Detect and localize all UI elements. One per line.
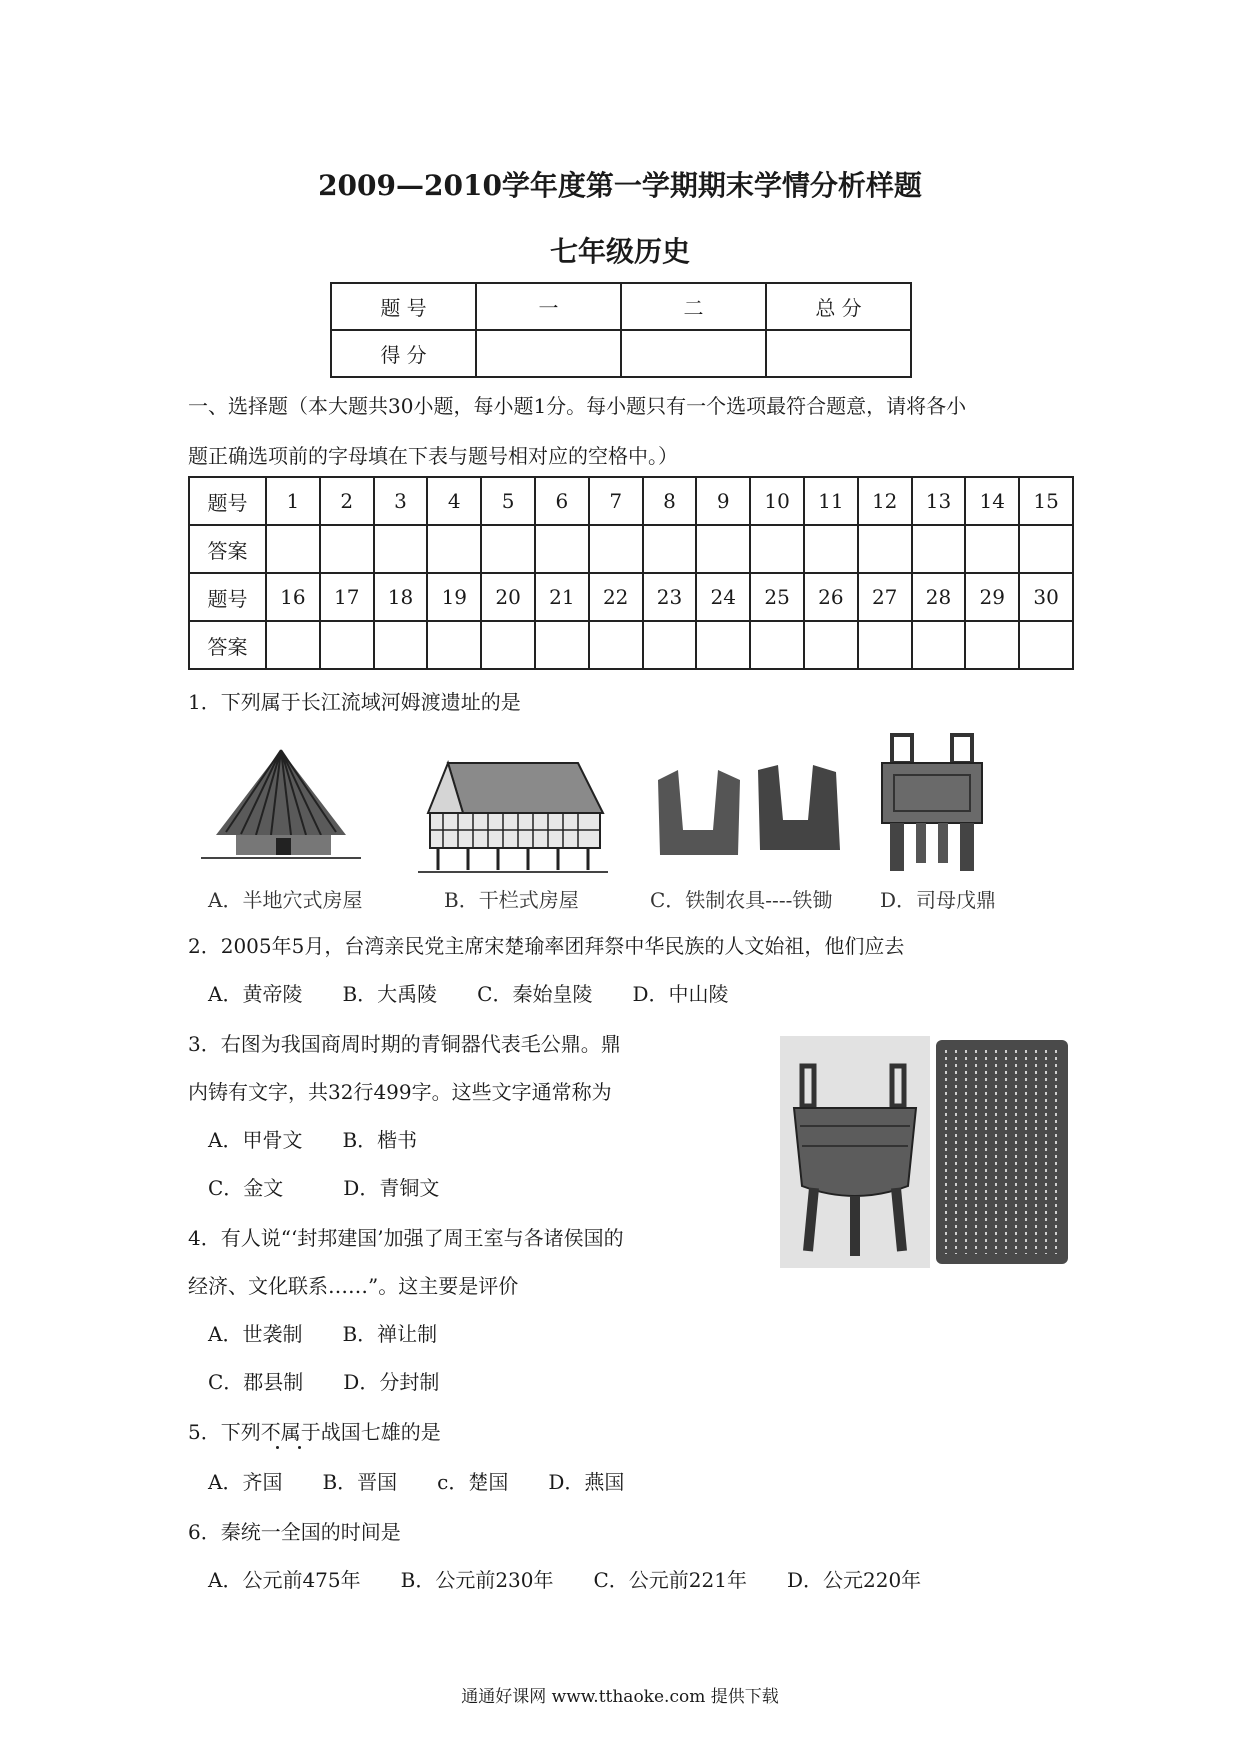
question-4-options-line1: A．世袭制 B．禅让制 (208, 1322, 438, 1346)
question-number: 20 (481, 573, 535, 621)
answer-cell[interactable] (374, 621, 428, 669)
answer-cell[interactable] (481, 525, 535, 573)
answer-cell[interactable] (912, 525, 966, 573)
bronze-inscription-icon (932, 1036, 1072, 1268)
stilt-house-icon (418, 758, 608, 878)
question-number: 22 (589, 573, 643, 621)
question-number: 11 (804, 477, 858, 525)
question-3-options-line2: C．金文 D．青铜文 (208, 1176, 440, 1200)
exam-title: 2009—2010学年度第一学期期末学情分析样题 (318, 169, 922, 202)
answer-cell[interactable] (320, 525, 374, 573)
semi-subterranean-house-icon (196, 740, 366, 870)
question-number: 21 (535, 573, 589, 621)
question-number: 26 (804, 573, 858, 621)
answer-cell[interactable] (1019, 525, 1073, 573)
answer-cell[interactable] (965, 525, 1019, 573)
question-3-text-line2: 内铸有文字，共32行499字。这些文字通常称为 (188, 1080, 612, 1104)
answer-cell[interactable] (965, 621, 1019, 669)
question-5-options: A．齐国 B．晋国 c．楚国 D．燕国 (208, 1470, 625, 1494)
emphasis-dot (276, 1446, 279, 1449)
section1-intro-line2: 题正确选项前的字母填在下表与题号相对应的空格中。） (188, 444, 678, 468)
answer-cell[interactable] (858, 525, 912, 573)
answer-cell[interactable] (589, 525, 643, 573)
question-number: 29 (965, 573, 1019, 621)
answer-table (188, 476, 1074, 670)
answer-cell[interactable] (320, 621, 374, 669)
question-number: 10 (750, 477, 804, 525)
emphasis-dot (298, 1446, 301, 1449)
answer-cell[interactable] (804, 525, 858, 573)
question-number: 30 (1019, 573, 1073, 621)
iron-hoe-icon (648, 760, 848, 870)
maogong-ding-icon (780, 1036, 930, 1268)
answer-cell[interactable] (1019, 621, 1073, 669)
simuwu-ding-icon (872, 730, 992, 880)
question-number: 8 (643, 477, 697, 525)
answer-table-label: 答案 (189, 525, 266, 573)
answer-cell[interactable] (535, 525, 589, 573)
answer-cell[interactable] (427, 525, 481, 573)
score-header-cell: 二 (621, 283, 766, 330)
question-4-text-line1: 4．有人说“‘封邦建国’加强了周王室与各诸侯国的 (188, 1226, 624, 1250)
answer-cell[interactable] (696, 525, 750, 573)
q1-caption-a: A．半地穴式房屋 (208, 888, 363, 912)
question-5-text: 5．下列不属于战国七雄的是 (188, 1420, 441, 1444)
question-number: 1 (266, 477, 320, 525)
score-header-cell: 总 分 (766, 283, 911, 330)
score-header-cell: 题 号 (331, 283, 476, 330)
question-number: 6 (535, 477, 589, 525)
q1-caption-c: C．铁制农具----铁锄 (650, 888, 833, 912)
question-2-text: 2．2005年5月，台湾亲民党主席宋楚瑜率团拜祭中华民族的人文始祖，他们应去 (188, 934, 905, 958)
answer-cell[interactable] (266, 621, 320, 669)
question-6-text: 6．秦统一全国的时间是 (188, 1520, 401, 1544)
answer-cell[interactable] (374, 525, 428, 573)
score-table (330, 282, 912, 378)
question-number: 15 (1019, 477, 1073, 525)
question-number: 14 (965, 477, 1019, 525)
question-1-text: 1．下列属于长江流域河姆渡遗址的是 (188, 690, 521, 714)
answer-cell[interactable] (696, 621, 750, 669)
exam-subtitle: 七年级历史 (549, 235, 690, 268)
question-number: 19 (427, 573, 481, 621)
answer-cell[interactable] (481, 621, 535, 669)
question-3-options-line1: A．甲骨文 B．楷书 (208, 1128, 418, 1152)
question-number: 12 (858, 477, 912, 525)
question-6-options: A．公元前475年 B．公元前230年 C．公元前221年 D．公元220年 (208, 1568, 922, 1592)
question-number: 24 (696, 573, 750, 621)
answer-cell[interactable] (643, 525, 697, 573)
q1-caption-d: D．司母戊鼎 (880, 888, 997, 912)
question-number: 9 (696, 477, 750, 525)
score-cell-1[interactable] (476, 330, 621, 377)
q1-caption-b: B．干栏式房屋 (444, 888, 579, 912)
question-4-options-line2: C．郡县制 D．分封制 (208, 1370, 440, 1394)
answer-cell[interactable] (535, 621, 589, 669)
question-number: 5 (481, 477, 535, 525)
question-number: 18 (374, 573, 428, 621)
score-header-cell: 一 (476, 283, 621, 330)
question-number: 7 (589, 477, 643, 525)
answer-table-label: 题号 (189, 477, 266, 525)
question-4-text-line2: 经济、文化联系……”。这主要是评价 (188, 1274, 519, 1298)
question-number: 23 (643, 573, 697, 621)
question-number: 16 (266, 573, 320, 621)
section1-intro-line1: 一、选择题（本大题共30小题，每小题1分。每小题只有一个选项最符合题意，请将各小 (188, 394, 967, 418)
answer-cell[interactable] (858, 621, 912, 669)
footer-source: 通通好课网 www.tthaoke.com 提供下载 (461, 1687, 779, 1707)
question-number: 13 (912, 477, 966, 525)
answer-table-label: 题号 (189, 573, 266, 621)
answer-table-label: 答案 (189, 621, 266, 669)
question-number: 25 (750, 573, 804, 621)
answer-cell[interactable] (750, 621, 804, 669)
question-3-text-line1: 3．右图为我国商周时期的青铜器代表毛公鼎。鼎 (188, 1032, 621, 1056)
answer-cell[interactable] (266, 525, 320, 573)
score-cell-total[interactable] (766, 330, 911, 377)
question-number: 27 (858, 573, 912, 621)
answer-cell[interactable] (427, 621, 481, 669)
question-number: 2 (320, 477, 374, 525)
question-number: 3 (374, 477, 428, 525)
answer-cell[interactable] (750, 525, 804, 573)
question-2-options: A．黄帝陵 B．大禹陵 C．秦始皇陵 D．中山陵 (208, 982, 729, 1006)
score-label-cell: 得 分 (331, 330, 476, 377)
answer-cell[interactable] (912, 621, 966, 669)
question-number: 17 (320, 573, 374, 621)
score-cell-2[interactable] (621, 330, 766, 377)
question-number: 4 (427, 477, 481, 525)
answer-cell[interactable] (804, 621, 858, 669)
answer-cell[interactable] (589, 621, 643, 669)
question-number: 28 (912, 573, 966, 621)
answer-cell[interactable] (643, 621, 697, 669)
